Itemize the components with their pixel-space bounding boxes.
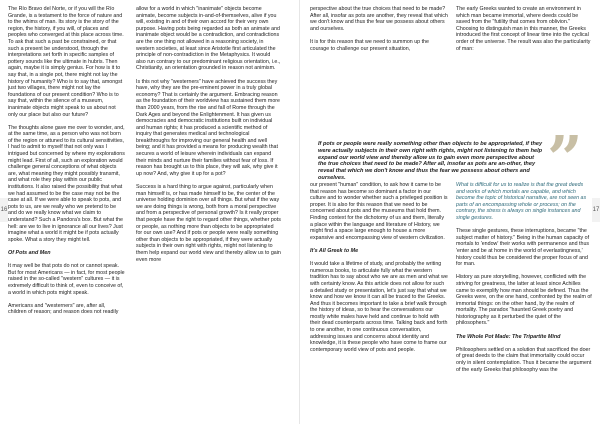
right-page-column-1-top (310, 6, 448, 140)
page-number-right: 17 (592, 198, 600, 222)
paragraph: These single gestures, these interruptions, became "the subject matter of history." Being in the human capacity of mortals to 'endow' their works with permanence and thus 'enter and be at home in the world of everlastingness,' history could thus be considered the proper focus of and for man. (456, 228, 590, 268)
paragraph: What is difficult for us to realize is that the great deeds and works of which mortals are capable, and which become the topic of historical narrative, are not seen as parts of an encompassing whole or process; on the contrary, the stress is always on single instances and single gestures. (456, 182, 587, 221)
section-heading: It's All Greek to Me (310, 247, 359, 254)
section-heading: Of Pots and Men (8, 249, 51, 256)
page-number-left: 16 (0, 198, 8, 222)
paragraph: It is for this reason that we need to summon up the courage to challenge our present situation, (310, 38, 429, 52)
paragraph: Is this not why "westerners" have achieved the success they have, why they are the pre-eminent power in a truly global economy? That is certainly the argument. Embracing reason as the foundation of their worldview has sustained them more than 2000 years, from the rise and fall of Rome through the Dark Ages and beyond the Enlightenment. It has given us democracies and democratic institutions built on individual and human rights; it has produced a scientific method of inquiry that generates medical and technological breakthroughs for improving our general health and well being; and it has provided a means for producing wealth that secures a world of leisure wherein individuals can expand their minds and nurture their families without fear of loss. If reason has brought us to this place, they will ask, why give it up now? And, why give it up for a pot? (136, 78, 280, 177)
paragraph: The Río Bravo del Norte, or if you will the Río Grande, is a testament to the force of nature and to the whims of man. Its story is the story of the region, the history, if you will, of places and peoples who converged at this place across time. To ask that such a past be constrained, or that such a present be understood, through the interpretations set forth in specific samples of pottery sounds like the ultimate in hubris. Then again, maybe it is simply genius. For how is it to say that, in a single pot, there might not lay the history of humanity? Who is to say that, amongst just two villages, there might not lay the foundations of our present condition? Who is to say that, within the silence of a museum, inanimate objects might speak to us about not only our place but also our future? (8, 6, 124, 118)
spine-left (299, 0, 300, 424)
paragraph: The early Greeks wanted to create an environment in which man became immortal, where deeds could be saved from the "futility that comes from oblivion." Choosing to distinguish man in this manner, the Greeks introduced the first concept of linear time into the cyclical order of the universe. The result was also the particularity of man: (456, 6, 591, 52)
pull-quote: If pots or people were really something other than objects to be appropriated, if they were actually subjects in their own right with rights, might not listening to them help expand our world view and thereby allow us to gain even more perspective about the true choices that need to be made? After all, insofar as pots are an-other, they reveal that which we don't know and thus the fear we possess about others and ourselves. (318, 141, 543, 181)
paragraph: It may well be that pots do not or cannot speak. But for most Americans — in fact, for most people raised in the so-called "western" cultures — it is extremely difficult to think of, even to conceive of, a world in which pots might speak. (8, 263, 125, 296)
right-page-column-2-top (456, 6, 592, 140)
quote-mark-icon: ” (547, 122, 583, 195)
paragraph: History as pure storytelling, however, conflicted with the striving for greatness, the latter at least since Achilles came to exemplify how man should be defined. Thus the Greeks were, on the one hand, confronted by the realm of immortal things: on the other hand, by the realm of mortality. The paradox "haunted Greek poetry and historiography as it perturbed the quiet of the philosophers." (456, 274, 592, 327)
paragraph: allow for a world in which "inanimate" objects become animate, become subjects in-and-of-themselves, alive if you will, existing in and of their own accord for their very own purpose. Having pots being regarded as both an animate and inanimate object would be a contradiction, and contradictions are the one thing not allowed in a reasoning society, in western societies, at least since Aristotle first articulated the principle of non-contradiction in the Metaphysics. It would also run contrary to our predominant religious orientation, i.e., Christianity, an orientation grounded in reason not animism. (136, 6, 281, 72)
paragraph: our present "human" condition, to ask how it came to be that reason has become so dominant a factor in our culture and to wonder whether such a privileged position is proper. It is also for this reason that we need to be concerned about pots and the museums that hold them. Finding context for the dichotomy of us and them, literally a place within the language and literature of History, we might find a space large enough to house a more expansive and encompassing view of western civilization. (310, 182, 448, 241)
section-heading: The Whole Pot Made: The Tripartite Mind (456, 333, 561, 340)
right-page-column-2-bottom (456, 182, 592, 418)
paragraph: perspective about the true choices that need to be made? After all, insofar as pots are another, they reveal that which we don't know and thus the fear we possess about others and ourselves. (310, 6, 448, 32)
left-page-column-2 (136, 6, 281, 420)
paragraph: Americans and "westerners" are, after all, children of reason; and reason does not readily (8, 302, 119, 316)
left-page-column-1 (8, 6, 125, 420)
paragraph: The thoughts alone gave me over to wonder, and, at the same time, as a person who was not born of the region or attuned to its cultural sensitivities, I had to admit to myself that not only was I intrigued but concerned by where my explorations might lead. First of all, such an exploration would challenge general conceptions of what objects are, what meaning they might possibly transmit, and what role they play within our public institutions. It also raised the possibility that what we had assumed to be the case may not be the case at all. If we were able to speak to pots, and pots to us, are we really who we pretend to be and do we really know what we claim to understand? Such a Pandora's box. But what the hell: are we to live in ignorance all our lives? Just imagine what a world it might be if pots actually spoke. What a story they might tell. (8, 124, 125, 243)
paragraph: It would take a lifetime of study, and probably the writing numerous books, to articulate fully what the western tradition has to say about who we are as men and what we with certainty know. As this article does not allow for such a detailed study or presentation, let's just say that what we know and how we know it can all be traced to the Greeks. And thus it becomes important to take a brief walk through the history of ideas, so to hear the conversations our mostly white males have held and continue to hold with their dead counterparts across time. Talking back and forth to one another, in one continuous conversation, addressing issues and concerns about identity and knowledge, it is these people who have come to frame our contemporary world view of pots and people. (310, 261, 448, 353)
paragraph: Success is a hard thing to argue against, particularly when man himself is, or has made himself to be, the center of the universe holding dominion over all things. But what if the way we are doing things is wrong, both from a moral perspective and from a perspective of personal growth? Is it really proper that people have the right to regard other things, whether pots or people, as nothing more than objects to be appropriated for our own use? And if pots or people were really something other than objects to be appropriated, if they were actually subjects in their own right with rights, might not listening to them help expand our world view and thereby allow us to gain even more (136, 184, 281, 263)
paragraph: Philosophers settled on a solution that sacrificed the doer of great deeds to the claim that immortality could occur only in silent contemplation. Thus it became the argument of the early Greeks that philosophy was the (456, 346, 592, 373)
right-page-column-1-bottom (310, 182, 448, 418)
